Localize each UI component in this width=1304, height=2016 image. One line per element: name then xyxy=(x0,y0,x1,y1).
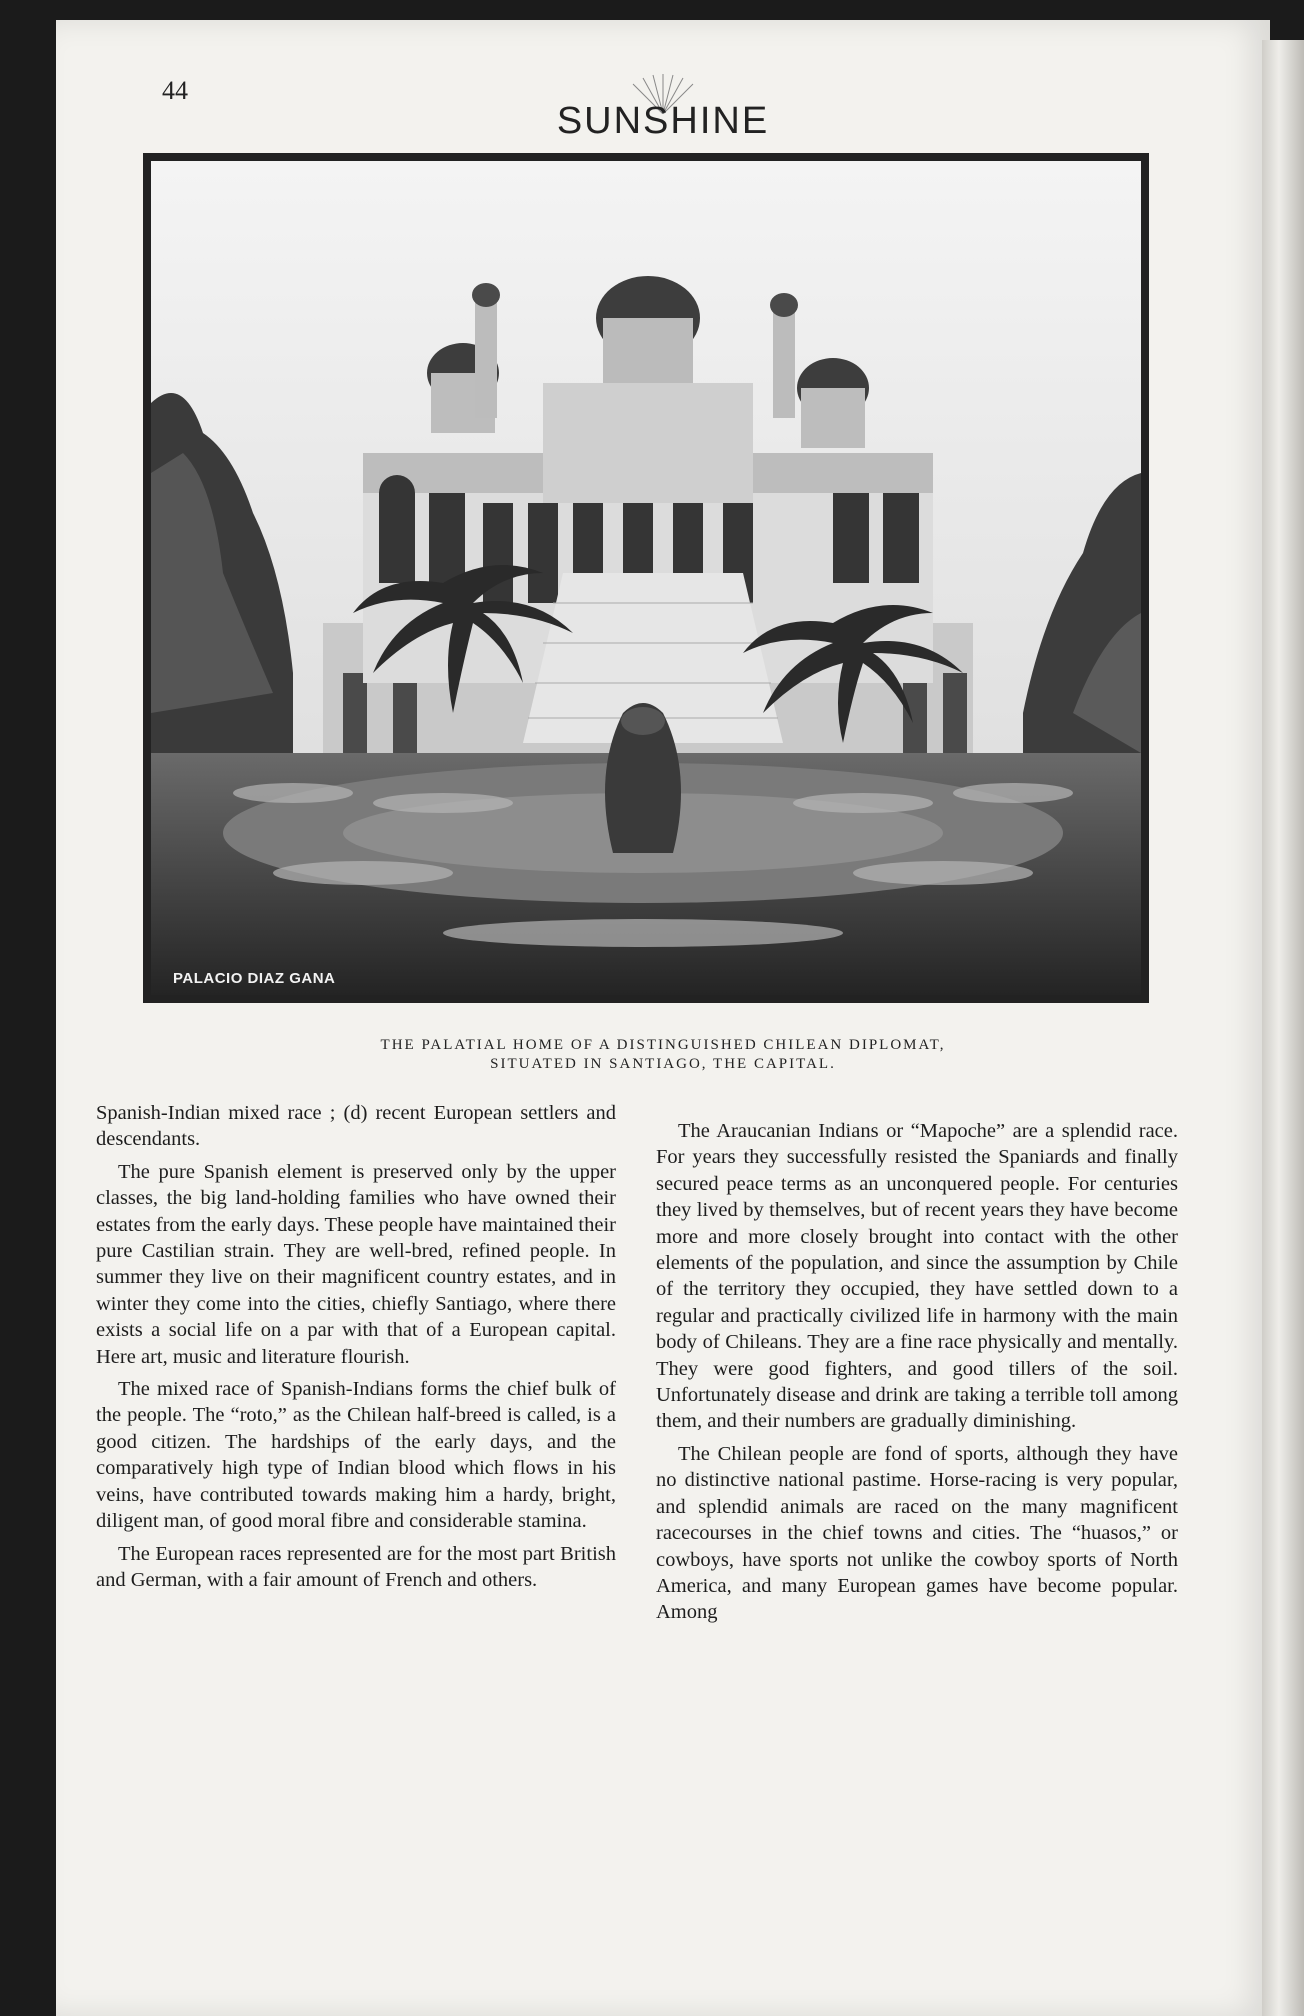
palace-photograph xyxy=(143,153,1149,1003)
right-column xyxy=(656,1118,1178,1632)
photo-caption xyxy=(56,1036,1270,1074)
book-page xyxy=(56,20,1270,2016)
running-head: SUNSHINE xyxy=(556,100,770,142)
paragraph: The Chilean people are fond of sports, although they have no distinctive national pastime. Horse-racing is very popular, and splendid animals are raced on the many magnificent racecourses in the chief towns and cities. The “huasos,” or cowboys, have sports not unlike the cowboy sports of North America, and many European games have become popular. Among xyxy=(656,1442,1178,1624)
paragraph: Spanish-Indian mixed race ; (d) recent European settlers and descendants. xyxy=(96,1102,616,1151)
photo-label: PALACIO DIAZ GANA xyxy=(173,970,336,987)
palace-image xyxy=(143,153,1149,1003)
caption-line-1: THE PALATIAL HOME OF A DISTINGUISHED CHILEAN DIPLOMAT, xyxy=(380,1037,946,1053)
paragraph: The Araucanian Indians or “Mapoche” are a splendid race. For years they successfully resisted the Spaniards and finally secured peace terms as an unconquered people. For centuries they lived by themselves, but of recent years they have become more and more closely brought into contact with the other elements of the population, and since the assumption by Chile of the territory they occupied, they have settled down to a regular and practically civilized life in harmony with the main body of Chileans. They are a fine race physically and mentally. They were good fighters, and good tillers of the soil. Unfortunately disease and drink are taking a terrible toll among them, and their numbers are gradually diminishing. xyxy=(656,1120,1178,1433)
caption-line-2: SITUATED IN SANTIAGO, THE CAPITAL. xyxy=(490,1056,836,1072)
paragraph: The mixed race of Spanish-Indians forms the chief bulk of the people. The “roto,” as the Chilean half-breed is called, is a good citizen. The hardships of the early days, and the comparatively high type of Indian blood which flows in his veins, have contributed towards making him a hardy, bright, diligent man, of good moral fibre and considerable stamina. xyxy=(96,1378,616,1533)
adjacent-page-edge xyxy=(1262,40,1304,2016)
left-column xyxy=(96,1100,616,1599)
paragraph: The pure Spanish element is preserved only by the upper classes, the big land-holding families who have owned their estates from the early days. These people have maintained their pure Castilian strain. They are well-bred, refined people. In summer they live on their magnificent country estates, and in winter they come into the cities, chiefly Santiago, where there exists a social life on a par with that of a European capital. Here art, music and literature flourish. xyxy=(96,1160,616,1368)
paragraph: The European races represented are for the most part British and German, with a fair amount of French and others. xyxy=(96,1542,616,1591)
page-number: 44 xyxy=(162,76,188,105)
